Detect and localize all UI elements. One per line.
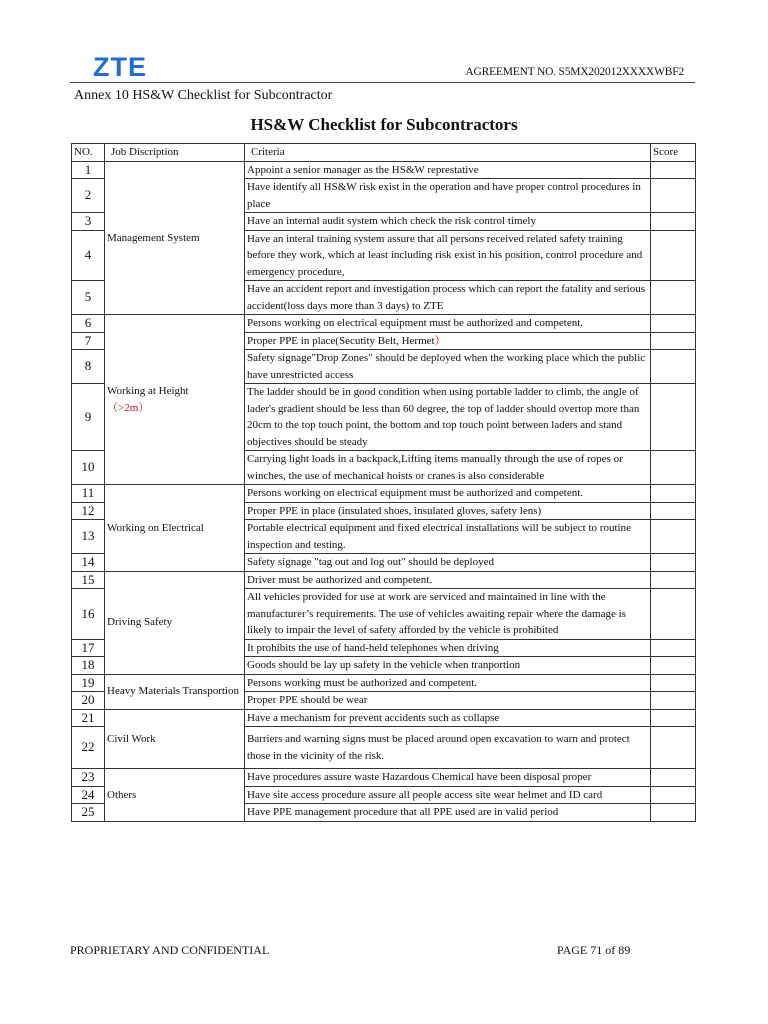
job-label: Civil Work [107, 732, 156, 745]
job-label: Heavy Materials Transportion [107, 685, 239, 698]
score-cell[interactable] [651, 769, 696, 787]
job-cell [105, 674, 245, 709]
row-number: 11 [72, 485, 105, 503]
criteria-cell: Portable electrical equipment and fixed electrical installations will be subject to routine inspection and testing. [245, 520, 651, 554]
agreement-number: AGREEMENT NO. S5MX202012XXXXWBF2 [465, 66, 684, 78]
criteria-cell: Appoint a senior manager as the HS&W represtative [245, 161, 651, 179]
score-cell[interactable] [651, 589, 696, 640]
row-number: 15 [72, 571, 105, 589]
score-cell[interactable] [651, 674, 696, 692]
row-number: 3 [72, 213, 105, 231]
criteria-closing-paren: ） [434, 334, 446, 347]
job-cell [105, 161, 245, 315]
criteria-cell: Persons working must be authorized and competent. [245, 674, 651, 692]
score-cell[interactable] [651, 709, 696, 727]
row-number: 8 [72, 350, 105, 384]
row-number: 16 [72, 589, 105, 640]
row-number: 23 [72, 769, 105, 787]
criteria-text: Proper PPE in place(Secutity Belt, Hermet [247, 334, 435, 347]
criteria-cell: Barriers and warning signs must be placed around open excavation to warn and protect those in the vicinity of the risk. [245, 727, 651, 769]
header-no: NO. [72, 144, 105, 162]
criteria-cell: Have an accident report and investigation process which can report the fatality and serious accident(loss days more than 3 days) to ZTE [245, 281, 651, 315]
score-cell[interactable] [651, 315, 696, 333]
criteria-cell: It prohibits the use of hand-held telephones when driving [245, 639, 651, 657]
criteria-cell: Have an interal training system assure that all persons received related safety training before they work, which at least including risk exist in his position, control procedure and emergency procedure, [245, 230, 651, 281]
job-cell [105, 315, 245, 485]
table-row [72, 161, 696, 179]
row-number: 17 [72, 639, 105, 657]
criteria-cell: Have site access procedure assure all people access site wear helmet and ID card [245, 786, 651, 804]
row-number: 5 [72, 281, 105, 315]
header-criteria: Criteria [245, 144, 651, 162]
table-row [72, 315, 696, 333]
header-score: Score [651, 144, 696, 162]
criteria-cell: Have a mechanism for prevent accidents such as collapse [245, 709, 651, 727]
score-cell[interactable] [651, 213, 696, 231]
score-cell[interactable] [651, 571, 696, 589]
table-row [72, 485, 696, 503]
criteria-cell: The ladder should be in good condition when using portable ladder to climb, the angle of lader's gradient should be less than 60 degree, the top of ladder should overtop more than 20cm to the top touch point, the bottom and top touch point between laders and stand objectives should be steady [245, 384, 651, 451]
criteria-cell: Have an internal audit system which check the risk control timely [245, 213, 651, 231]
criteria-cell: Have procedures assure waste Hazardous Chemical have been disposal proper [245, 769, 651, 787]
table-row [72, 769, 696, 787]
score-cell[interactable] [651, 657, 696, 675]
row-number: 7 [72, 332, 105, 350]
score-cell[interactable] [651, 554, 696, 572]
job-label: Driving Safety [107, 616, 173, 629]
footer-page-number: PAGE 71 of 89 [557, 943, 631, 957]
header-job: Job Discription [105, 144, 245, 162]
job-cell [105, 709, 245, 769]
job-cell [105, 769, 245, 822]
criteria-cell: Persons working on electrical equipment must be authorized and competent. [245, 315, 651, 333]
criteria-cell: Proper PPE in place (insulated shoes, insulated gloves, safety lens) [245, 502, 651, 520]
job-cell [105, 571, 245, 674]
score-cell[interactable] [651, 786, 696, 804]
score-cell[interactable] [651, 727, 696, 769]
score-cell[interactable] [651, 332, 696, 350]
row-number: 18 [72, 657, 105, 675]
row-number: 13 [72, 520, 105, 554]
score-cell[interactable] [651, 639, 696, 657]
score-cell[interactable] [651, 350, 696, 384]
criteria-cell: Persons working on electrical equipment must be authorized and competent. [245, 485, 651, 503]
row-number: 4 [72, 230, 105, 281]
score-cell[interactable] [651, 485, 696, 503]
job-label: Working at Height [107, 385, 189, 397]
job-label: Management System [107, 231, 200, 244]
annex-heading: Annex 10 HS&W Checklist for Subcontractor [74, 88, 333, 103]
row-number: 6 [72, 315, 105, 333]
score-cell[interactable] [651, 692, 696, 710]
row-number: 22 [72, 727, 105, 769]
row-number: 10 [72, 451, 105, 485]
row-number: 2 [72, 179, 105, 213]
criteria-cell: Safety signage "tag out and log out" should be deployed [245, 554, 651, 572]
score-cell[interactable] [651, 281, 696, 315]
job-label: Others [107, 788, 137, 801]
row-number: 19 [72, 674, 105, 692]
header-divider [70, 82, 695, 83]
score-cell[interactable] [651, 384, 696, 451]
score-cell[interactable] [651, 179, 696, 213]
score-cell[interactable] [651, 451, 696, 485]
page-title: HS&W Checklist for Subcontractors [250, 115, 518, 134]
score-cell[interactable] [651, 502, 696, 520]
table-row [72, 674, 696, 692]
row-number: 12 [72, 502, 105, 520]
criteria-cell: Have PPE management procedure that all PPE used are in valid period [245, 804, 651, 822]
checklist-table [71, 143, 696, 822]
zte-logo: ZTE [93, 52, 147, 82]
job-label: Working on Electrical [107, 521, 204, 534]
row-number: 1 [72, 161, 105, 179]
score-cell[interactable] [651, 520, 696, 554]
criteria-cell: Driver must be authorized and competent. [245, 571, 651, 589]
table-row [72, 709, 696, 727]
row-number: 20 [72, 692, 105, 710]
row-number: 24 [72, 786, 105, 804]
row-number: 9 [72, 384, 105, 451]
table-header-row [72, 144, 696, 162]
criteria-cell: Have identify all HS&W risk exist in the operation and have proper control procedures in place [245, 179, 651, 213]
criteria-cell: All vehicles provided for use at work are serviced and maintained in line with the manufacturer’s requirements. The use of vehicles awaiting repair where the damage is likely to impair the level of safety afforded by the vehicle is prohibited [245, 589, 651, 640]
criteria-cell: Carrying light loads in a backpack,Lifting items manually through the use of ropes or winches, the use of mechanical hoists or cranes is also considerable [245, 451, 651, 485]
job-height-threshold: （>2m） [107, 401, 150, 414]
score-cell[interactable] [651, 230, 696, 281]
table-row [72, 571, 696, 589]
row-number: 21 [72, 709, 105, 727]
job-cell [105, 485, 245, 572]
row-number: 14 [72, 554, 105, 572]
criteria-cell: Goods should be lay up safety in the vehicle when tranportion [245, 657, 651, 675]
footer-confidential: PROPRIETARY AND CONFIDENTIAL [70, 943, 270, 957]
criteria-cell: Safety signage"Drop Zones" should be deployed when the working place which the public have unrestricted access [245, 350, 651, 384]
score-cell[interactable] [651, 804, 696, 822]
criteria-cell: Proper PPE should be wear [245, 692, 651, 710]
score-cell[interactable] [651, 161, 696, 179]
row-number: 25 [72, 804, 105, 822]
criteria-cell [245, 332, 651, 350]
